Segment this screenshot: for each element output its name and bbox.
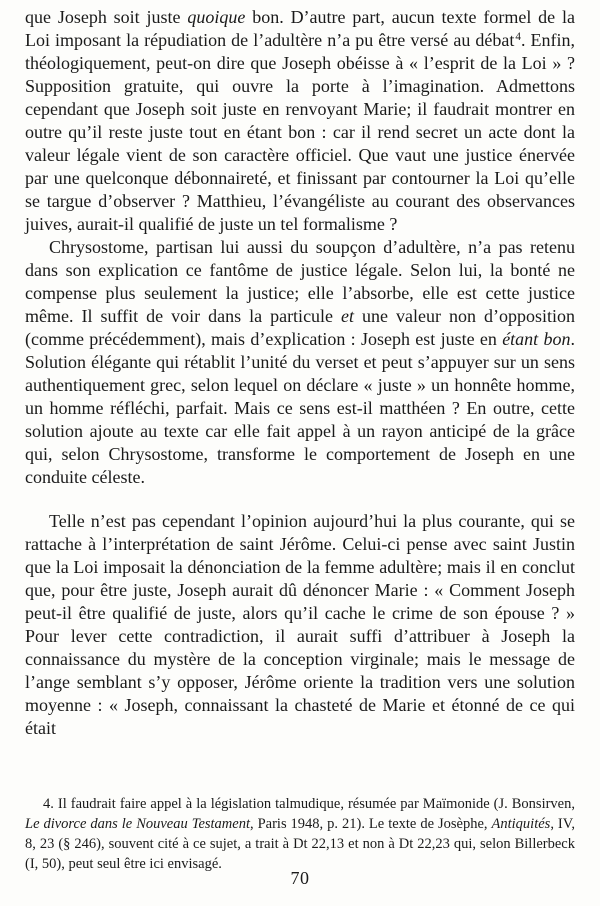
page-number: 70 [290, 868, 310, 888]
body-paragraph-1: que Joseph soit juste quoique bon. D’autre part, aucun texte formel de la Loi imposant la répudiation de l’adultère n’a pu être versé au débat$^4$. Enfin, théologiquement, peut-on dire que Joseph obéisse à « l’esprit de la Loi » ? Supposition gratuite, qui ouvre la porte à l’imagination. Admettons cependant que Joseph soit juste en renvoyant Marie; il faudrait montrer en outre qu’il reste juste tout en étant bon : car il rend secret un acte dont la valeur légale vient de son caractère officiel. Que vaut une justice énervée par une quelconque débonnaireté, et finissant par contourner la Loi qu’elle se targue d’observer ? Matthieu, l’évangéliste au courant des observances juives, aurait-il qualifié de juste un tel formalisme ? [25, 7, 575, 234]
body-paragraph-2: Chrysostome, partisan lui aussi du soupçon d’adultère, n’a pas retenu dans son explication ce fantôme de justice légale. Selon lui, la bonté ne compense plus seulement la justice; elle l’absorbe, elle est cette justice même. Il suffit de voir dans la particule et une valeur non d’opposition (comme précédemment), mais d’explication : Joseph est juste en étant bon. Solution élégante qui rétablit l’unité du verset et peut s’appuyer sur un sens authentiquement grec, selon lequel on déclare « juste » un honnête homme, un homme réfléchi, parfait. Mais ce sens est-il matthéen ? En outre, cette solution ajoute au texte car elle fait appel à un rayon anticipé de la grâce qui, selon Chrysostome, transforme le comportement de Joseph en une conduite céleste. [25, 237, 575, 487]
footnote: 4. Il faudrait faire appel à la législation talmudique, résumée par Maïmonide (J. Bonsirven, Le divorce dans le Nouveau Testament, Paris 1948, p. 21). Le texte de Josèphe, Antiquités, IV, 8, 23 (§ 246), souvent cité à ce sujet, a trait à Dt 22,13 et non à Dt 22,23 qui, selon Billerbeck (I, 50), peut seul être ici envisagé. [25, 796, 575, 872]
body-paragraph-3: Telle n’est pas cependant l’opinion aujourd’hui la plus courante, qui se rattache à l’interprétation de saint Jérôme. Celui-ci pense avec saint Justin que la Loi imposait la dénonciation de la femme adultère; mais il en conclut que, pour être juste, Joseph aurait dû dénoncer Marie : « Comment Joseph peut-il être qualifié de juste, alors qu’il cache le crime de son épouse ? » Pour lever cette contradiction, il aurait suffi d’attribuer à Joseph la connaissance du mystère de la conception virginale; mais le message de l’ange semblant s’y opposer, Jérôme oriente la tradition vers une solution moyenne : « Joseph, connaissant la chasteté de Marie et étonné de ce qui était [25, 511, 575, 738]
body-text-block [25, 6, 575, 740]
